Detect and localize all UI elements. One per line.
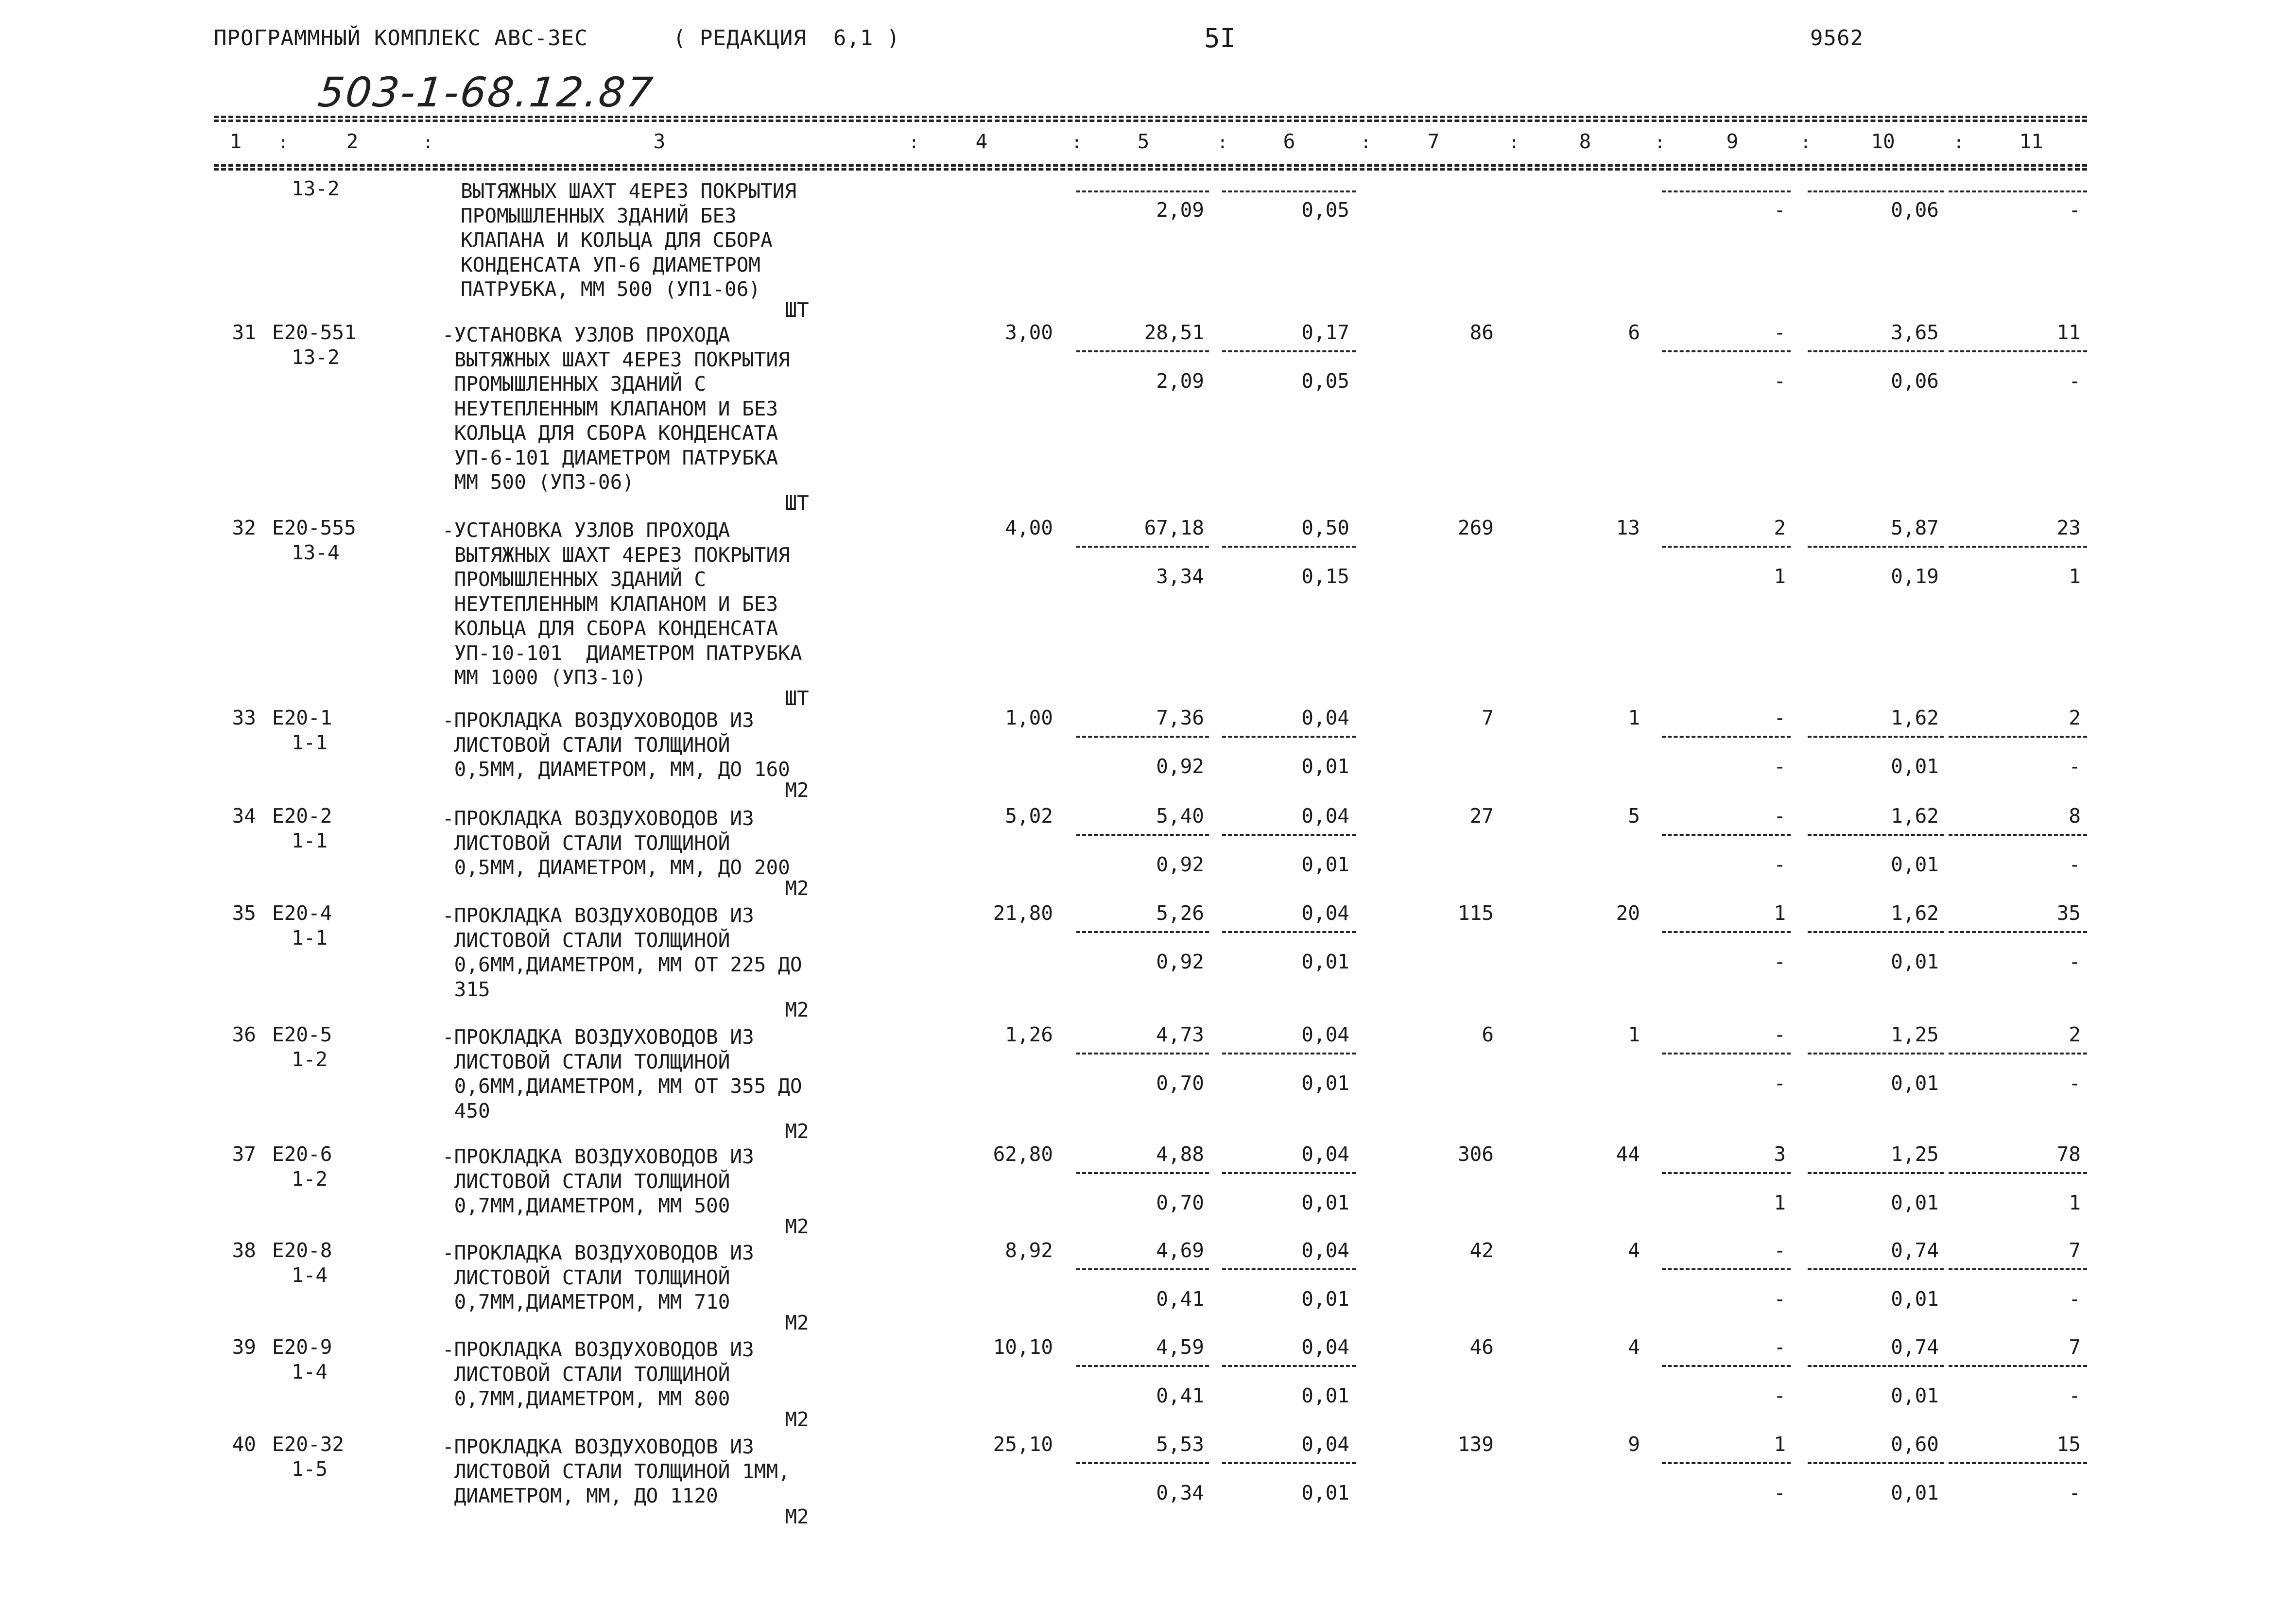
row-number: 40 — [232, 1433, 256, 1456]
fraction-line — [1808, 190, 1944, 192]
value-c11-lower: - — [2069, 755, 2081, 778]
value-c6-lower: 0,15 — [1301, 565, 1349, 588]
rate-code: Е20-9 — [272, 1335, 332, 1359]
fraction-line — [1808, 1053, 1944, 1054]
fraction-line — [1076, 834, 1209, 836]
value-c8: 9 — [1628, 1433, 1640, 1456]
row-number: 33 — [232, 706, 256, 729]
fraction-line — [1662, 834, 1791, 836]
value-c5-lower: 0,70 — [1156, 1071, 1204, 1095]
value-c11: 23 — [2056, 516, 2081, 539]
fraction-line — [1808, 1172, 1944, 1174]
fraction-line — [1076, 1268, 1209, 1270]
column-header-1: 1 — [229, 130, 242, 153]
value-c9: 2 — [1774, 516, 1786, 539]
value-c11: 2 — [2069, 706, 2081, 729]
fraction-line — [1222, 1462, 1356, 1464]
value-c5: 4,88 — [1156, 1142, 1204, 1166]
column-separator: : — [1361, 133, 1371, 153]
value-c8: 20 — [1616, 901, 1640, 925]
fraction-line — [1949, 350, 2087, 352]
value-c4: 25,10 — [993, 1433, 1053, 1456]
value-c11: 2 — [2069, 1023, 2081, 1046]
column-separator: : — [1655, 133, 1665, 153]
fraction-line — [1076, 546, 1209, 548]
rate-subcode: 13-2 — [292, 345, 340, 369]
value-c5: 4,69 — [1156, 1239, 1204, 1262]
fraction-line — [1222, 190, 1356, 192]
fraction-line — [1808, 1462, 1944, 1464]
value-c6: 0,17 — [1301, 321, 1349, 344]
value-c5-lower: 0,92 — [1156, 950, 1204, 973]
value-c11-lower: - — [2069, 369, 2081, 393]
fraction-line — [1808, 931, 1944, 933]
value-c8: 44 — [1616, 1142, 1640, 1166]
rate-code: Е20-6 — [272, 1142, 332, 1166]
rate-subcode: 13-2 — [292, 177, 340, 200]
column-separator: : — [1800, 133, 1811, 153]
row-number: 38 — [232, 1239, 256, 1262]
fraction-line — [1222, 834, 1356, 836]
value-c11: 78 — [2056, 1142, 2081, 1166]
fraction-line — [1076, 1365, 1209, 1367]
value-c9-lower: - — [1774, 369, 1786, 393]
unit-of-measure: М2 — [785, 1311, 809, 1334]
fraction-line — [1076, 190, 1209, 192]
value-c4: 8,92 — [1005, 1239, 1053, 1262]
value-c6-lower: 0,01 — [1301, 1071, 1349, 1095]
column-header-8: 8 — [1579, 130, 1591, 153]
fraction-line — [1808, 546, 1944, 548]
value-c11-lower: - — [2069, 853, 2081, 876]
value-c9-lower: - — [1774, 1384, 1786, 1407]
rate-subcode: 1-1 — [292, 926, 328, 950]
fraction-line — [1949, 190, 2087, 192]
value-c10: 1,62 — [1891, 901, 1939, 925]
row-number: 34 — [232, 804, 256, 828]
value-c6-lower: 0,01 — [1301, 950, 1349, 973]
value-c9-lower: 1 — [1774, 1191, 1786, 1214]
value-c7: 86 — [1469, 321, 1494, 344]
unit-of-measure: М2 — [785, 998, 809, 1021]
fraction-line — [1808, 834, 1944, 836]
work-description: -ПРОКЛАДКА ВОЗДУХОВОДОВ ИЗ ЛИСТОВОЙ СТАЛИ ТОЛЩИНОЙ 0,6ММ,ДИАМЕТРОМ, ММ ОТ 225 ДО 315 — [442, 904, 802, 1001]
row-number: 37 — [232, 1142, 256, 1166]
rate-subcode: 1-4 — [292, 1263, 328, 1287]
value-c11-lower: - — [2069, 1071, 2081, 1095]
value-c5: 4,59 — [1156, 1335, 1204, 1359]
value-c7: 139 — [1457, 1433, 1494, 1456]
fraction-line — [1808, 350, 1944, 352]
column-separator: : — [423, 133, 433, 153]
value-c6: 0,04 — [1301, 1142, 1349, 1166]
column-separator: : — [909, 133, 919, 153]
value-c7: 46 — [1469, 1335, 1494, 1359]
value-c11: 8 — [2069, 804, 2081, 828]
rate-subcode: 1-2 — [292, 1047, 328, 1071]
work-description: -ПРОКЛАДКА ВОЗДУХОВОДОВ ИЗ ЛИСТОВОЙ СТАЛИ ТОЛЩИНОЙ 0,6ММ,ДИАМЕТРОМ, ММ ОТ 355 ДО 450 — [442, 1025, 802, 1123]
fraction-line — [1222, 1053, 1356, 1054]
work-description: -ПРОКЛАДКА ВОЗДУХОВОДОВ ИЗ ЛИСТОВОЙ СТАЛИ ТОЛЩИНОЙ 0,7ММ,ДИАМЕТРОМ, ММ 800 — [442, 1338, 754, 1410]
work-description: -УСТАНОВКА УЗЛОВ ПРОХОДА ВЫТЯЖНЫХ ШАХТ 4ЕРЕЗ ПОКРЫТИЯ ПРОМЫШЛЕННЫХ ЗДАНИЙ С НЕУТЕПЛЕННЫМ КЛАПАНОМ И БЕЗ КОЛЬЦА ДЛЯ СБОРА КОНДЕНСАТА УП-6-101 ДИАМЕТРОМ ПАТРУБКА ММ 500 (УП3-06) — [442, 323, 790, 494]
value-c10: 1,25 — [1891, 1142, 1939, 1166]
value-c6-lower: 0,05 — [1301, 198, 1349, 222]
value-c7: 42 — [1469, 1239, 1494, 1262]
fraction-line — [1662, 1268, 1791, 1270]
value-c6: 0,04 — [1301, 901, 1349, 925]
fraction-line — [1076, 1462, 1209, 1464]
value-c6: 0,04 — [1301, 1239, 1349, 1262]
column-header-3: 3 — [653, 130, 666, 153]
row-number: 39 — [232, 1335, 256, 1359]
value-c4: 1,00 — [1005, 706, 1053, 729]
value-c8: 1 — [1628, 706, 1640, 729]
rate-subcode: 1-2 — [292, 1167, 328, 1191]
column-header-4: 4 — [975, 130, 988, 153]
value-c9: 1 — [1774, 1433, 1786, 1456]
work-description: -ПРОКЛАДКА ВОЗДУХОВОДОВ ИЗ ЛИСТОВОЙ СТАЛИ ТОЛЩИНОЙ 0,7ММ,ДИАМЕТРОМ, ММ 710 — [442, 1241, 754, 1313]
fraction-line — [1076, 931, 1209, 933]
value-c5: 67,18 — [1144, 516, 1204, 539]
value-c6: 0,04 — [1301, 706, 1349, 729]
fraction-line — [1076, 1053, 1209, 1054]
value-c10: 1,62 — [1891, 706, 1939, 729]
value-c11-lower: 1 — [2069, 565, 2081, 588]
fraction-line — [1949, 1462, 2087, 1464]
unit-of-measure: М2 — [785, 1120, 809, 1143]
value-c10-lower: 0,01 — [1891, 1384, 1939, 1407]
value-c7: 7 — [1482, 706, 1494, 729]
row-number: 31 — [232, 321, 256, 344]
value-c6-lower: 0,01 — [1301, 1191, 1349, 1214]
work-description: -УСТАНОВКА УЗЛОВ ПРОХОДА ВЫТЯЖНЫХ ШАХТ 4ЕРЕЗ ПОКРЫТИЯ ПРОМЫШЛЕННЫХ ЗДАНИЙ С НЕУТЕПЛЕННЫМ КЛАПАНОМ И БЕЗ КОЛЬЦА ДЛЯ СБОРА КОНДЕНСАТА УП-10-101 ДИАМЕТРОМ ПАТРУБКА ММ 1000 (УП3-10) — [442, 518, 802, 689]
column-header-5: 5 — [1137, 130, 1150, 153]
value-c7: 115 — [1457, 901, 1494, 925]
value-c9: - — [1774, 1335, 1786, 1359]
value-c4: 62,80 — [993, 1142, 1053, 1166]
value-c7: 6 — [1482, 1023, 1494, 1046]
value-c10: 1,25 — [1891, 1023, 1939, 1046]
column-separator: : — [1953, 133, 1964, 153]
value-c10-lower: 0,01 — [1891, 1287, 1939, 1311]
value-c5: 5,26 — [1156, 901, 1204, 925]
value-c9: - — [1774, 706, 1786, 729]
value-c10-lower: 0,01 — [1891, 1191, 1939, 1214]
fraction-line — [1949, 546, 2087, 548]
value-c11: 7 — [2069, 1335, 2081, 1359]
value-c10-lower: 0,01 — [1891, 755, 1939, 778]
fraction-line — [1949, 1172, 2087, 1174]
value-c9: - — [1774, 321, 1786, 344]
row-number: 36 — [232, 1023, 256, 1046]
value-c11-lower: 1 — [2069, 1191, 2081, 1214]
edition-label: ( РЕДАКЦИЯ 6,1 ) — [673, 26, 900, 51]
value-c9-lower: - — [1774, 198, 1786, 222]
column-header-6: 6 — [1283, 130, 1295, 153]
value-c6: 0,50 — [1301, 516, 1349, 539]
header-bottom-rule-2 — [214, 168, 2087, 171]
value-c11: 35 — [2056, 901, 2081, 925]
value-c10-lower: 0,19 — [1891, 565, 1939, 588]
fraction-line — [1076, 1172, 1209, 1174]
value-c6-lower: 0,01 — [1301, 1384, 1349, 1407]
fraction-line — [1222, 546, 1356, 548]
value-c5-lower: 2,09 — [1156, 369, 1204, 393]
rate-subcode: 13-4 — [292, 540, 340, 564]
value-c6-lower: 0,05 — [1301, 369, 1349, 393]
value-c9-lower: - — [1774, 1481, 1786, 1504]
value-c10: 5,87 — [1891, 516, 1939, 539]
work-description: -ПРОКЛАДКА ВОЗДУХОВОДОВ ИЗ ЛИСТОВОЙ СТАЛИ ТОЛЩИНОЙ 0,5ММ, ДИАМЕТРОМ, ММ, ДО 200 — [442, 807, 790, 879]
column-header-10: 10 — [1871, 130, 1895, 153]
rate-code: Е20-551 — [272, 321, 356, 344]
rate-code: Е20-5 — [272, 1023, 332, 1046]
value-c5-lower: 0,92 — [1156, 755, 1204, 778]
table-top-rule-2 — [214, 120, 2087, 122]
fraction-line — [1949, 1268, 2087, 1270]
value-c9-lower: 1 — [1774, 565, 1786, 588]
unit-of-measure: ШТ — [785, 491, 809, 515]
fraction-line — [1076, 736, 1209, 738]
value-c10-lower: 0,01 — [1891, 1481, 1939, 1504]
work-description: -ПРОКЛАДКА ВОЗДУХОВОДОВ ИЗ ЛИСТОВОЙ СТАЛИ ТОЛЩИНОЙ 0,7ММ,ДИАМЕТРОМ, ММ 500 — [442, 1145, 754, 1217]
value-c7: 306 — [1457, 1142, 1494, 1166]
rate-code: Е20-2 — [272, 804, 332, 828]
value-c8: 1 — [1628, 1023, 1640, 1046]
fraction-line — [1222, 1365, 1356, 1367]
value-c4: 21,80 — [993, 901, 1053, 925]
column-header-11: 11 — [2019, 130, 2043, 153]
value-c5-lower: 0,92 — [1156, 853, 1204, 876]
fraction-line — [1949, 736, 2087, 738]
fraction-line — [1662, 190, 1791, 192]
value-c8: 13 — [1616, 516, 1640, 539]
fraction-line — [1222, 736, 1356, 738]
fraction-line — [1949, 931, 2087, 933]
fraction-line — [1949, 1365, 2087, 1367]
value-c4: 5,02 — [1005, 804, 1053, 828]
value-c4: 3,00 — [1005, 321, 1053, 344]
value-c10-lower: 0,01 — [1891, 853, 1939, 876]
value-c5-lower: 2,09 — [1156, 198, 1204, 222]
value-c6: 0,04 — [1301, 1433, 1349, 1456]
value-c5-lower: 3,34 — [1156, 565, 1204, 588]
fraction-line — [1222, 350, 1356, 352]
value-c6: 0,04 — [1301, 804, 1349, 828]
value-c9: 3 — [1774, 1142, 1786, 1166]
value-c5: 7,36 — [1156, 706, 1204, 729]
fraction-line — [1662, 1172, 1791, 1174]
value-c10: 1,62 — [1891, 804, 1939, 828]
column-header-2: 2 — [346, 130, 359, 153]
rate-code: Е20-8 — [272, 1239, 332, 1262]
unit-of-measure: М2 — [785, 778, 809, 802]
fraction-line — [1662, 931, 1791, 933]
value-c10-lower: 0,01 — [1891, 1071, 1939, 1095]
rate-code: Е20-1 — [272, 706, 332, 729]
fraction-line — [1808, 736, 1944, 738]
unit-of-measure: М2 — [785, 1214, 809, 1238]
value-c11-lower: - — [2069, 1384, 2081, 1407]
column-separator: : — [1217, 133, 1228, 153]
column-header-7: 7 — [1427, 130, 1440, 153]
value-c6-lower: 0,01 — [1301, 755, 1349, 778]
unit-of-measure: М2 — [785, 1407, 809, 1431]
value-c10-lower: 0,01 — [1891, 950, 1939, 973]
page-number: 5I — [1204, 23, 1236, 53]
value-c6-lower: 0,01 — [1301, 853, 1349, 876]
value-c5: 4,73 — [1156, 1023, 1204, 1046]
rate-subcode: 1-5 — [292, 1457, 328, 1481]
fraction-line — [1222, 1172, 1356, 1174]
rate-code: Е20-32 — [272, 1433, 345, 1456]
unit-of-measure: М2 — [785, 1504, 809, 1528]
value-c9-lower: - — [1774, 950, 1786, 973]
value-c10: 0,74 — [1891, 1335, 1939, 1359]
value-c6-lower: 0,01 — [1301, 1287, 1349, 1311]
value-c10-lower: 0,06 — [1891, 369, 1939, 393]
fraction-line — [1662, 736, 1791, 738]
fraction-line — [1662, 1365, 1791, 1367]
value-c4: 10,10 — [993, 1335, 1053, 1359]
value-c7: 27 — [1469, 804, 1494, 828]
unit-of-measure: М2 — [785, 876, 809, 900]
value-c6: 0,04 — [1301, 1023, 1349, 1046]
value-c10: 0,74 — [1891, 1239, 1939, 1262]
value-c9: - — [1774, 1023, 1786, 1046]
value-c8: 4 — [1628, 1335, 1640, 1359]
value-c4: 4,00 — [1005, 516, 1053, 539]
fraction-line — [1662, 1053, 1791, 1054]
fraction-line — [1076, 350, 1209, 352]
value-c5: 28,51 — [1144, 321, 1204, 344]
unit-of-measure: ШТ — [785, 298, 809, 322]
rate-subcode: 1-1 — [292, 829, 328, 852]
value-c8: 6 — [1628, 321, 1640, 344]
value-c8: 5 — [1628, 804, 1640, 828]
value-c9: 1 — [1774, 901, 1786, 925]
rate-subcode: 1-1 — [292, 730, 328, 754]
value-c5-lower: 0,70 — [1156, 1191, 1204, 1214]
value-c11: 7 — [2069, 1239, 2081, 1262]
document-code: 9562 — [1810, 26, 1864, 51]
fraction-line — [1662, 350, 1791, 352]
column-separator: : — [278, 133, 289, 153]
work-description: ВЫТЯЖНЫХ ШАХТ 4ЕРЕЗ ПОКРЫТИЯ ПРОМЫШЛЕННЫХ ЗДАНИЙ БЕЗ КЛАПАНА И КОЛЬЦА ДЛЯ СБОРА КОНДЕНСАТА УП-6 ДИАМЕТРОМ ПАТРУБКА, ММ 500 (УП1-06) — [461, 179, 797, 301]
table-top-rule — [214, 116, 2087, 118]
work-description: -ПРОКЛАДКА ВОЗДУХОВОДОВ ИЗ ЛИСТОВОЙ СТАЛИ ТОЛЩИНОЙ 0,5ММ, ДИАМЕТРОМ, ММ, ДО 160 — [442, 708, 790, 781]
value-c7: 269 — [1457, 516, 1494, 539]
value-c11-lower: - — [2069, 1481, 2081, 1504]
value-c5: 5,40 — [1156, 804, 1204, 828]
value-c6-lower: 0,01 — [1301, 1481, 1349, 1504]
value-c11: 15 — [2056, 1433, 2081, 1456]
value-c10-lower: 0,06 — [1891, 198, 1939, 222]
value-c8: 4 — [1628, 1239, 1640, 1262]
value-c4: 1,26 — [1005, 1023, 1053, 1046]
fraction-line — [1808, 1365, 1944, 1367]
value-c9: - — [1774, 804, 1786, 828]
value-c11-lower: - — [2069, 198, 2081, 222]
row-number: 35 — [232, 901, 256, 925]
value-c11-lower: - — [2069, 1287, 2081, 1311]
rate-code: Е20-4 — [272, 901, 332, 925]
fraction-line — [1949, 1053, 2087, 1054]
row-number: 32 — [232, 516, 256, 539]
value-c11-lower: - — [2069, 950, 2081, 973]
value-c9-lower: - — [1774, 755, 1786, 778]
value-c5-lower: 0,41 — [1156, 1287, 1204, 1311]
value-c9-lower: - — [1774, 853, 1786, 876]
handwritten-annotation: 503-1-68.12.87 — [315, 69, 656, 116]
value-c10: 3,65 — [1891, 321, 1939, 344]
value-c6: 0,04 — [1301, 1335, 1349, 1359]
rate-subcode: 1-4 — [292, 1360, 328, 1383]
work-description: -ПРОКЛАДКА ВОЗДУХОВОДОВ ИЗ ЛИСТОВОЙ СТАЛИ ТОЛЩИНОЙ 1ММ, ДИАМЕТРОМ, ММ, ДО 1120 — [442, 1435, 790, 1507]
value-c5: 5,53 — [1156, 1433, 1204, 1456]
value-c9-lower: - — [1774, 1071, 1786, 1095]
value-c10: 0,60 — [1891, 1433, 1939, 1456]
value-c5-lower: 0,41 — [1156, 1384, 1204, 1407]
fraction-line — [1662, 1462, 1791, 1464]
value-c9-lower: - — [1774, 1287, 1786, 1311]
fraction-line — [1662, 546, 1791, 548]
column-header-9: 9 — [1726, 130, 1739, 153]
column-separator: : — [1509, 133, 1519, 153]
fraction-line — [1222, 931, 1356, 933]
header-bottom-rule — [214, 164, 2087, 167]
rate-code: Е20-555 — [272, 516, 356, 539]
value-c9: - — [1774, 1239, 1786, 1262]
value-c11: 11 — [2056, 321, 2081, 344]
fraction-line — [1949, 834, 2087, 836]
fraction-line — [1222, 1268, 1356, 1270]
unit-of-measure: ШТ — [785, 686, 809, 710]
column-separator: : — [1071, 133, 1082, 153]
value-c5-lower: 0,34 — [1156, 1481, 1204, 1504]
program-title: ПРОГРАММНЫЙ КОМПЛЕКС АВС-ЗЕС — [214, 26, 588, 51]
fraction-line — [1808, 1268, 1944, 1270]
